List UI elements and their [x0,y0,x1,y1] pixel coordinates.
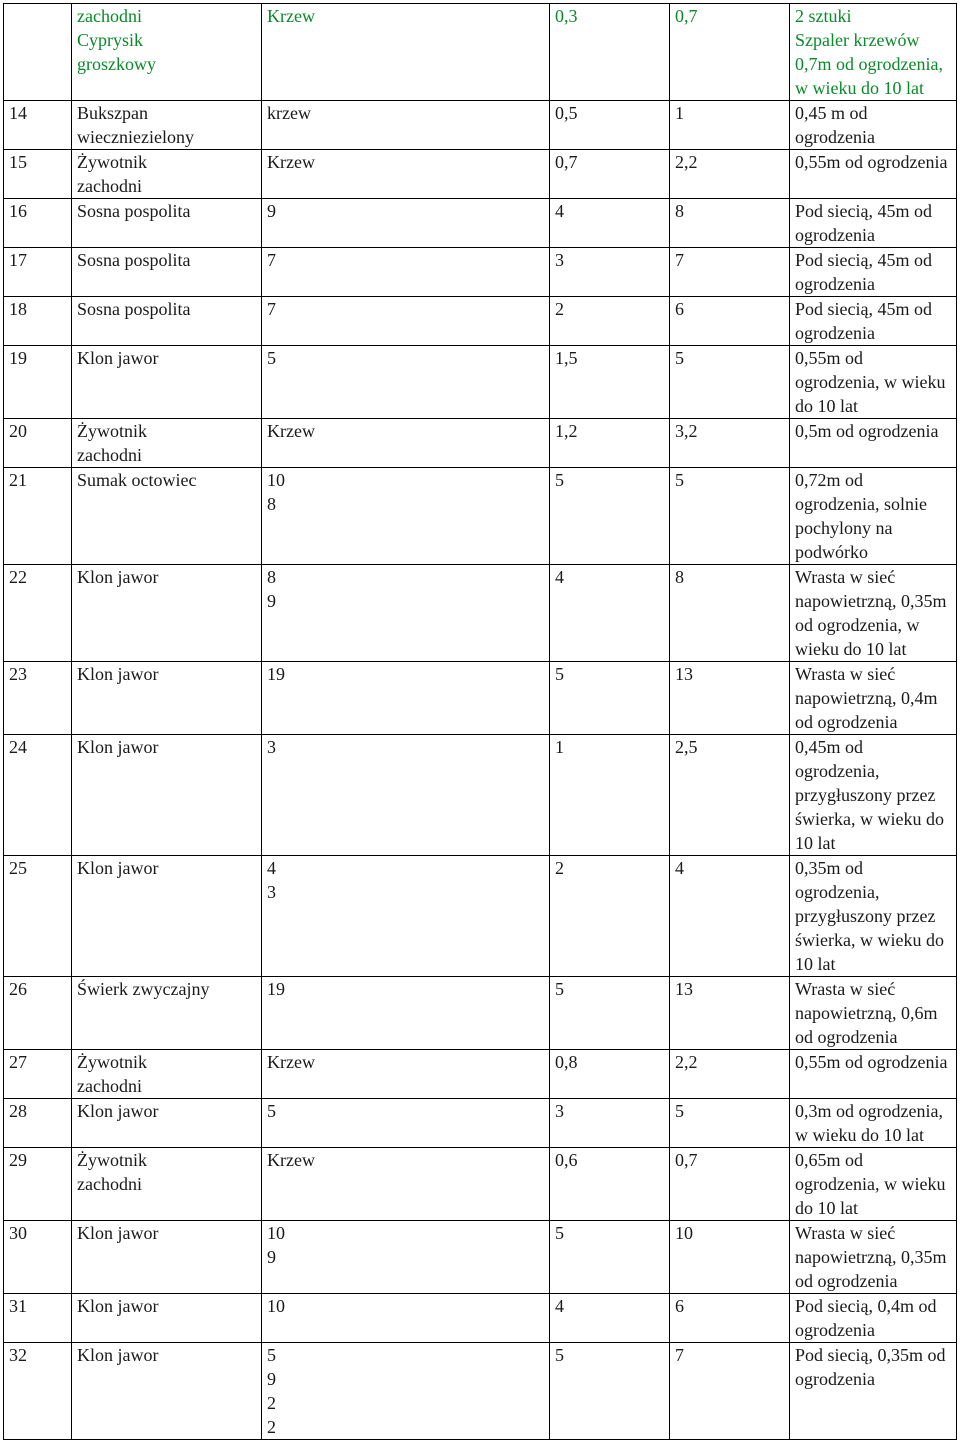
cell-crown-text: 2,2 [675,152,698,172]
cell-number [4,419,72,468]
cell-crown [670,1294,790,1343]
cell-height [550,4,670,101]
cell-crown [670,150,790,199]
table-row [4,1148,957,1221]
cell-number [4,199,72,248]
cell-remarks-text: Pod siecią, 0,35m od ogrodzenia [795,1345,946,1389]
table-row [4,1221,957,1294]
cell-number-text: 18 [9,299,27,319]
cell-height-text: 0,8 [555,1052,578,1072]
cell-trunk [262,150,550,199]
cell-remarks-text: Pod siecią, 45m od ogrodzenia [795,201,932,245]
cell-height [550,1343,670,1440]
cell-remarks-text: 0,45m od ogrodzenia, przygłuszony przez świerka, w wieku do 10 lat [795,737,944,853]
cell-species-name-text: Klon jawor [77,858,159,878]
cell-height [550,101,670,150]
cell-trunk-text: Krzew [267,6,315,26]
cell-trunk-text: Krzew [267,1150,315,1170]
cell-remarks [790,4,957,101]
table-row [4,101,957,150]
cell-number [4,1294,72,1343]
cell-trunk-text: 5 [267,1101,276,1121]
cell-species-name [72,1294,262,1343]
cell-remarks-text: Pod siecią, 45m od ogrodzenia [795,250,932,294]
cell-species-name-text: Bukszpan wieczniezielony [77,103,194,147]
cell-height [550,1294,670,1343]
cell-species-name [72,346,262,419]
cell-remarks-text: 0,45 m od ogrodzenia [795,103,875,147]
cell-trunk [262,4,550,101]
cell-height-text: 2 [555,299,564,319]
table-row [4,856,957,977]
cell-trunk [262,248,550,297]
cell-crown-text: 0,7 [675,6,698,26]
cell-species-name-text: Klon jawor [77,1223,159,1243]
cell-height-text: 1,5 [555,348,578,368]
cell-crown-text: 5 [675,470,684,490]
cell-remarks [790,248,957,297]
cell-number-text: 20 [9,421,27,441]
table-row [4,662,957,735]
cell-species-name-text: Klon jawor [77,567,159,587]
cell-species-name-text: Klon jawor [77,664,159,684]
cell-number-text: 14 [9,103,27,123]
cell-remarks-text: Pod siecią, 45m od ogrodzenia [795,299,932,343]
cell-crown-text: 6 [675,299,684,319]
cell-height-text: 5 [555,664,564,684]
cell-crown-text: 5 [675,1101,684,1121]
cell-number [4,977,72,1050]
cell-remarks [790,297,957,346]
cell-remarks-text: Wrasta w sieć napowietrzną, 0,6m od ogrodzenia [795,979,938,1047]
cell-height-text: 0,5 [555,103,578,123]
cell-remarks-text: 0,55m od ogrodzenia, w wieku do 10 lat [795,348,946,416]
cell-trunk-text: 10 8 [267,470,285,514]
cell-trunk [262,1050,550,1099]
cell-number-text: 31 [9,1296,27,1316]
table-row [4,4,957,101]
cell-trunk [262,199,550,248]
cell-height [550,977,670,1050]
table-row [4,1294,957,1343]
cell-crown-text: 4 [675,858,684,878]
cell-height-text: 0,7 [555,152,578,172]
cell-trunk-text: 5 9 2 2 [267,1345,276,1437]
cell-crown-text: 6 [675,1296,684,1316]
cell-number [4,4,72,101]
cell-remarks [790,856,957,977]
cell-remarks [790,1148,957,1221]
table-row [4,150,957,199]
table-row [4,735,957,856]
cell-number-text: 26 [9,979,27,999]
cell-height [550,468,670,565]
cell-trunk-text: 5 [267,348,276,368]
cell-height-text: 1 [555,737,564,757]
cell-crown [670,977,790,1050]
cell-trunk-text: 10 9 [267,1223,285,1267]
cell-crown [670,101,790,150]
cell-species-name-text: Klon jawor [77,1345,159,1365]
cell-species-name-text: Klon jawor [77,1296,159,1316]
tree-inventory-table [3,3,957,1440]
cell-height [550,1099,670,1148]
cell-number-text: 25 [9,858,27,878]
cell-crown [670,248,790,297]
cell-number [4,1343,72,1440]
cell-height-text: 4 [555,201,564,221]
cell-number [4,346,72,419]
cell-number [4,1050,72,1099]
cell-crown-text: 0,7 [675,1150,698,1170]
cell-trunk [262,419,550,468]
cell-trunk [262,662,550,735]
cell-remarks-text: 0,65m od ogrodzenia, w wieku do 10 lat [795,1150,946,1218]
cell-number [4,1221,72,1294]
cell-number-text: 32 [9,1345,27,1365]
cell-species-name [72,662,262,735]
cell-trunk [262,1099,550,1148]
cell-trunk [262,468,550,565]
cell-remarks [790,735,957,856]
cell-crown-text: 13 [675,979,693,999]
cell-remarks [790,1294,957,1343]
cell-species-name [72,1148,262,1221]
cell-trunk-text: 7 [267,250,276,270]
cell-number-text: 15 [9,152,27,172]
cell-trunk [262,1343,550,1440]
cell-crown [670,1099,790,1148]
cell-trunk [262,346,550,419]
cell-crown-text: 8 [675,201,684,221]
cell-species-name [72,150,262,199]
cell-species-name [72,856,262,977]
table-row [4,1343,957,1440]
cell-crown [670,1148,790,1221]
cell-species-name [72,565,262,662]
cell-number [4,662,72,735]
cell-height [550,346,670,419]
cell-number [4,735,72,856]
cell-species-name-text: Żywotnik zachodni [77,152,147,196]
cell-species-name-text: Klon jawor [77,348,159,368]
cell-species-name-text: Sosna pospolita [77,299,191,319]
cell-height [550,297,670,346]
cell-trunk-text: 8 9 [267,567,276,611]
cell-number-text: 23 [9,664,27,684]
cell-crown [670,419,790,468]
cell-species-name-text: Żywotnik zachodni [77,1150,147,1194]
cell-number-text: 24 [9,737,27,757]
cell-remarks-text: 2 sztuki Szpaler krzewów 0,7m od ogrodzenia, w wieku do 10 lat [795,6,943,98]
cell-crown [670,468,790,565]
cell-height-text: 5 [555,470,564,490]
cell-height [550,150,670,199]
cell-remarks-text: Wrasta w sieć napowietrzną, 0,35m od ogrodzenia [795,1223,947,1291]
cell-trunk-text: 9 [267,201,276,221]
cell-trunk-text: Krzew [267,152,315,172]
cell-height [550,856,670,977]
cell-number [4,297,72,346]
cell-height-text: 1,2 [555,421,578,441]
cell-trunk-text: 19 [267,664,285,684]
cell-crown-text: 8 [675,567,684,587]
cell-trunk [262,101,550,150]
cell-trunk-text: 3 [267,737,276,757]
cell-remarks-text: Wrasta w sieć napowietrzną, 0,4m od ogrodzenia [795,664,938,732]
cell-crown [670,346,790,419]
cell-number-text: 17 [9,250,27,270]
cell-species-name [72,248,262,297]
cell-trunk [262,565,550,662]
cell-height-text: 5 [555,1223,564,1243]
cell-species-name-text: Sosna pospolita [77,201,191,221]
cell-remarks [790,662,957,735]
cell-trunk-text: 7 [267,299,276,319]
cell-height [550,565,670,662]
cell-remarks [790,1343,957,1440]
table-row [4,565,957,662]
cell-trunk-text: 19 [267,979,285,999]
cell-crown [670,735,790,856]
cell-species-name [72,297,262,346]
cell-height-text: 0,6 [555,1150,578,1170]
cell-height-text: 3 [555,1101,564,1121]
cell-height [550,248,670,297]
cell-remarks [790,1050,957,1099]
cell-species-name [72,977,262,1050]
table-row [4,977,957,1050]
table-row [4,1050,957,1099]
cell-number-text: 21 [9,470,27,490]
cell-crown [670,199,790,248]
cell-crown-text: 7 [675,1345,684,1365]
cell-number-text: 30 [9,1223,27,1243]
cell-crown-text: 2,5 [675,737,698,757]
cell-number [4,856,72,977]
cell-remarks-text: Wrasta w sieć napowietrzną, 0,35m od ogrodzenia, w wieku do 10 lat [795,567,947,659]
cell-crown [670,297,790,346]
cell-species-name-text: Klon jawor [77,737,159,757]
cell-species-name [72,1221,262,1294]
cell-height [550,1221,670,1294]
cell-trunk [262,1221,550,1294]
table-row [4,297,957,346]
cell-height [550,1050,670,1099]
cell-remarks-text: 0,3m od ogrodzenia, w wieku do 10 lat [795,1101,943,1145]
cell-remarks-text: 0,55m od ogrodzenia [795,152,948,172]
cell-species-name-text: Klon jawor [77,1101,159,1121]
cell-species-name [72,199,262,248]
cell-species-name [72,1050,262,1099]
cell-trunk [262,735,550,856]
cell-trunk [262,1148,550,1221]
cell-species-name [72,468,262,565]
cell-number [4,1148,72,1221]
cell-remarks [790,565,957,662]
cell-species-name-text: Świerk zwyczajny [77,979,210,999]
cell-species-name-text: Sosna pospolita [77,250,191,270]
cell-remarks-text: 0,72m od ogrodzenia, solnie pochylony na podwórko [795,470,927,562]
cell-remarks [790,1221,957,1294]
table-body [4,4,957,1440]
cell-species-name [72,1343,262,1440]
cell-crown [670,565,790,662]
cell-trunk-text: Krzew [267,1052,315,1072]
cell-trunk [262,977,550,1050]
table-row [4,468,957,565]
cell-remarks [790,1099,957,1148]
cell-height [550,199,670,248]
cell-crown [670,856,790,977]
cell-height [550,419,670,468]
cell-remarks [790,468,957,565]
cell-crown [670,1343,790,1440]
cell-remarks [790,977,957,1050]
cell-number-text: 29 [9,1150,27,1170]
cell-number [4,150,72,199]
cell-species-name [72,4,262,101]
cell-species-name-text: Sumak octowiec [77,470,197,490]
cell-crown [670,662,790,735]
cell-species-name [72,735,262,856]
cell-crown-text: 1 [675,103,684,123]
cell-crown-text: 7 [675,250,684,270]
cell-species-name [72,419,262,468]
cell-species-name-text: zachodni Cyprysik groszkowy [77,6,156,74]
cell-crown [670,1221,790,1294]
cell-number-text: 19 [9,348,27,368]
table-row [4,346,957,419]
cell-number-text: 22 [9,567,27,587]
cell-species-name [72,101,262,150]
cell-trunk [262,1294,550,1343]
cell-height-text: 4 [555,567,564,587]
cell-height [550,1148,670,1221]
cell-number [4,1099,72,1148]
cell-remarks-text: 0,5m od ogrodzenia [795,421,939,441]
cell-trunk-text: Krzew [267,421,315,441]
table-row [4,248,957,297]
cell-remarks-text: 0,55m od ogrodzenia [795,1052,948,1072]
cell-species-name-text: Żywotnik zachodni [77,1052,147,1096]
cell-remarks [790,419,957,468]
cell-height-text: 4 [555,1296,564,1316]
cell-number-text: 16 [9,201,27,221]
cell-height-text: 2 [555,858,564,878]
cell-number [4,101,72,150]
cell-trunk [262,297,550,346]
cell-number [4,248,72,297]
cell-crown-text: 3,2 [675,421,698,441]
cell-crown-text: 13 [675,664,693,684]
cell-height-text: 3 [555,250,564,270]
cell-species-name [72,1099,262,1148]
cell-height-text: 5 [555,979,564,999]
cell-remarks-text: Pod siecią, 0,4m od ogrodzenia [795,1296,937,1340]
table-row [4,1099,957,1148]
cell-height [550,662,670,735]
table-row [4,199,957,248]
cell-crown-text: 5 [675,348,684,368]
cell-number-text: 28 [9,1101,27,1121]
cell-number-text: 27 [9,1052,27,1072]
cell-crown-text: 10 [675,1223,693,1243]
cell-species-name-text: Żywotnik zachodni [77,421,147,465]
cell-number [4,565,72,662]
cell-trunk-text: 4 3 [267,858,276,902]
cell-number [4,468,72,565]
cell-crown [670,4,790,101]
table-row [4,419,957,468]
cell-height-text: 5 [555,1345,564,1365]
cell-remarks [790,150,957,199]
cell-remarks [790,346,957,419]
cell-trunk [262,856,550,977]
cell-remarks [790,101,957,150]
cell-remarks-text: 0,35m od ogrodzenia, przygłuszony przez świerka, w wieku do 10 lat [795,858,944,974]
cell-remarks [790,199,957,248]
cell-crown [670,1050,790,1099]
cell-crown-text: 2,2 [675,1052,698,1072]
cell-trunk-text: krzew [267,103,311,123]
cell-height [550,735,670,856]
cell-trunk-text: 10 [267,1296,285,1316]
cell-height-text: 0,3 [555,6,578,26]
